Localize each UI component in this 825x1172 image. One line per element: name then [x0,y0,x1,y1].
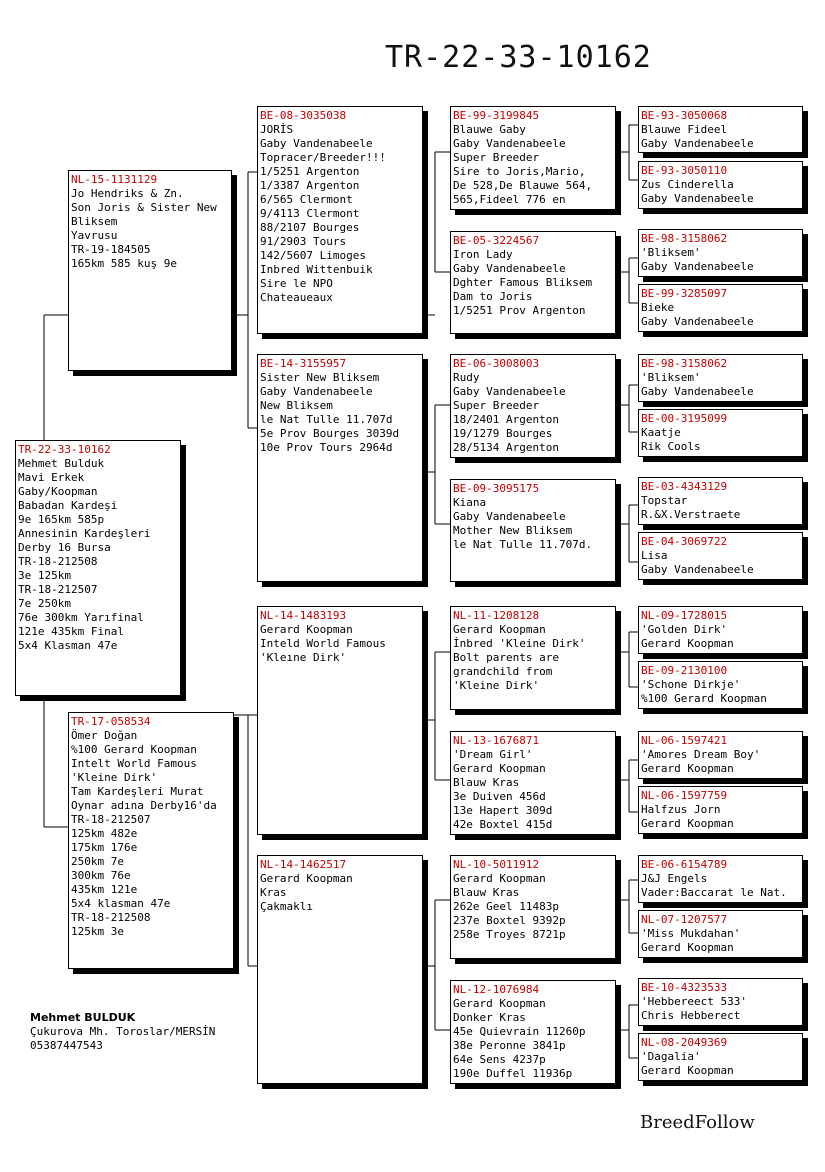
pedigree-line: Gaby Vandenabeele [260,385,373,398]
pedigree-line: 'Schone Dirkje' [641,678,741,691]
pedigree-box-g4-13[interactable] [638,855,803,903]
pedigree-line: Bieke [641,301,675,314]
ring-number: BE-06-3008003 [453,357,540,370]
pedigree-line: Halfzus Jorn [641,803,721,816]
pedigree-line: JORİS [260,123,294,136]
pedigree-line: Gerard Koopman [453,872,546,885]
pedigree-line: 'Miss Mukdahan' [641,927,741,940]
pedigree-line: Gaby Vandenabeele [453,137,566,150]
pedigree-box-ssd[interactable] [450,231,616,334]
pedigree-box-dam[interactable] [68,712,234,969]
pedigree-line: Gaby Vandenabeele [453,262,566,275]
pedigree-line: le Nat Tulle 11.707d. [453,538,593,551]
pedigree-box-sds[interactable] [450,354,616,458]
pedigree-box-g4-16[interactable] [638,1033,803,1081]
pedigree-line: Gaby Vandenabeele [453,385,566,398]
pedigree-line: 237e Boxtel 9392p [453,914,566,927]
pedigree-line: Gerard Koopman [641,762,734,775]
pedigree-line: Ömer Doğan [71,729,138,742]
pedigree-line: Lisa [641,549,668,562]
pedigree-box-dam-sire[interactable] [257,606,423,835]
brand-logo: BreedFollow [640,1112,755,1133]
pedigree-box-g4-12[interactable] [638,786,803,834]
pedigree-line: 'Kleine Dirk' [453,679,540,692]
pedigree-line: Jo Hendriks & Zn. [71,187,184,200]
pedigree-line: Son Joris & Sister New [71,201,217,214]
pedigree-line: 125km 482e [71,827,138,840]
pedigree-line: 1/3387 Argenton [260,179,360,192]
pedigree-line: De 528,De Blauwe 564, [453,179,593,192]
pedigree-line: 'Golden Dirk' [641,623,728,636]
ring-number: BE-93-3050110 [641,164,728,177]
pedigree-line: Topracer/Breeder!!! [260,151,386,164]
ring-number: NL-09-1728015 [641,609,728,622]
pedigree-line: 'Bliksem' [641,371,701,384]
pedigree-box-dds[interactable] [450,855,616,959]
pedigree-box-g4-3[interactable] [638,229,803,277]
ring-number: NL-11-1208128 [453,609,540,622]
pedigree-box-g4-4[interactable] [638,284,803,332]
pedigree-line: 300km 76e [71,869,131,882]
pedigree-line: Babadan Kardeşi [18,499,118,512]
ring-number: BE-08-3035038 [260,109,347,122]
pedigree-line: 64e Sens 4237p [453,1053,546,1066]
pedigree-line: Rudy [453,371,480,384]
pedigree-box-sire[interactable] [68,170,232,371]
pedigree-line: Kaatje [641,426,681,439]
ring-number: NL-07-1207577 [641,913,728,926]
pedigree-box-dsd[interactable] [450,731,616,835]
pedigree-box-g4-7[interactable] [638,477,803,525]
pedigree-line: Gaby Vandenabeele [641,192,754,205]
ring-number: NL-10-5011912 [453,858,540,871]
pedigree-line: TR-18-212507 [71,813,151,826]
pedigree-line: Intelt World Famous [71,757,197,770]
pedigree-line: Oynar adına Derby16'da [71,799,217,812]
pedigree-box-sss[interactable] [450,106,616,210]
pedigree-line: Gerard Koopman [641,941,734,954]
pedigree-line: 9e 165km 585p [18,513,105,526]
pedigree-line: 'Kleıne Dirk' [260,651,347,664]
ring-number: BE-09-2130100 [641,664,728,677]
pedigree-box-ddd[interactable] [450,980,616,1084]
pedigree-line: Donker Kras [453,1011,526,1024]
pedigree-line: 565,Fideel 776 en [453,193,566,206]
pedigree-line: Tam Kardeşleri Murat [71,785,204,798]
pedigree-line: 38e Peronne 3841p [453,1039,566,1052]
pedigree-box-sire-dam[interactable] [257,354,423,582]
owner-info [30,1011,215,1053]
pedigree-line: 'Hebbereect 533' [641,995,747,1008]
ring-number: NL-12-1076984 [453,983,540,996]
pedigree-line: Gaby Vandenabeele [641,563,754,576]
pedigree-line: R.&X.Verstraete [641,508,741,521]
pedigree-box-g4-6[interactable] [638,409,803,457]
pedigree-box-subject[interactable] [15,440,181,696]
pedigree-line: Sire le NPO [260,277,333,290]
ring-number: BE-99-3285097 [641,287,728,300]
pedigree-line: Çakmaklı [260,900,313,913]
ring-number: NL-06-1597759 [641,789,728,802]
pedigree-line: Sister New Bliksem [260,371,380,384]
pedigree-line: Sire to Joris,Mario, [453,165,586,178]
pedigree-line: 435km 121e [71,883,138,896]
pedigree-line: 5x4 Klasman 47e [18,639,118,652]
pedigree-line: Gaby Vandenabeele [453,510,566,523]
pedigree-line: Gaby Vandenabeele [260,137,373,150]
pedigree-line: TR-18-212508 [18,555,98,568]
pedigree-line: Gaby Vandenabeele [641,260,754,273]
pedigree-line: Super Breeder [453,399,540,412]
pedigree-line: Derby 16 Bursa [18,541,111,554]
pedigree-line: 19/1279 Bourges [453,427,553,440]
pedigree-line: 5e Prov Bourges 3039d [260,427,400,440]
pedigree-line: 165km 585 kuş 9e [71,257,177,270]
ring-number: BE-99-3199845 [453,109,540,122]
ring-number: BE-14-3155957 [260,357,347,370]
pedigree-box-g4-14[interactable] [638,910,803,958]
pedigree-line: 258e Troyes 8721p [453,928,566,941]
pedigree-line: Gaby Vandenabeele [641,137,754,150]
pedigree-line: Inbred Wittenbuik [260,263,373,276]
pedigree-line: 1/5251 Prov Argenton [453,304,586,317]
pedigree-line: Kras [260,886,287,899]
pedigree-line: 142/5607 Limoges [260,249,366,262]
pedigree-line: Gerard Koopman [641,1064,734,1077]
pedigree-line: le Nat Tulle 11.707d [260,413,393,426]
pedigree-line: Vader:Baccarat le Nat. [641,886,787,899]
pedigree-line: TR-19-184505 [71,243,151,256]
pedigree-line: Iron Lady [453,248,513,261]
pedigree-line: TR-18-212507 [18,583,98,596]
pedigree-line: 125km 3e [71,925,124,938]
pedigree-line: TR-18-212508 [71,911,151,924]
pedigree-box-g4-15[interactable] [638,978,803,1026]
ring-number: BE-05-3224567 [453,234,540,247]
ring-number: NL-14-1483193 [260,609,347,622]
page-title: TR-22-33-10162 [385,40,652,75]
ring-number: NL-14-1462517 [260,858,347,871]
pedigree-line: Gaby/Koopman [18,485,98,498]
pedigree-line: Gerard Koopman [641,817,734,830]
pedigree-line: 250km 7e [71,855,124,868]
pedigree-line: 28/5134 Argenton [453,441,559,454]
pedigree-line: Chris Hebberect [641,1009,741,1022]
ring-number: BE-98-3158062 [641,357,728,370]
pedigree-line: İnbred 'Kleine Dirk' [453,637,586,650]
pedigree-line: Rik Cools [641,440,701,453]
pedigree-line: 88/2107 Bourges [260,221,360,234]
pedigree-line: Gerard Koopman [453,762,546,775]
pedigree-line: Annesinin Kardeşleri [18,527,151,540]
pedigree-line: Gerard Koopman [641,637,734,650]
ring-number: BE-03-4343129 [641,480,728,493]
pedigree-line: 190e Duffel 11936p [453,1067,573,1080]
pedigree-box-g4-10[interactable] [638,661,803,709]
ring-number: NL-15-1131129 [71,173,158,186]
pedigree-box-g4-9[interactable] [638,606,803,654]
pedigree-line: 262e Geel 11483p [453,900,559,913]
ring-number: BE-10-4323533 [641,981,728,994]
pedigree-line: Kiana [453,496,487,509]
pedigree-box-g4-5[interactable] [638,354,803,402]
pedigree-line: Yavrusu [71,229,118,242]
pedigree-line: 3e Duiven 456d [453,790,546,803]
ring-number: BE-06-6154789 [641,858,728,871]
pedigree-line: %100 Gerard Koopman [641,692,767,705]
pedigree-line: Gerard Koopman [260,872,353,885]
ring-number: TR-17-058534 [71,715,151,728]
ring-number: TR-22-33-10162 [18,443,111,456]
pedigree-line: 42e Boxtel 415d [453,818,553,831]
pedigree-box-sire-sire[interactable] [257,106,423,334]
owner-address: Çukurova Mh. Toroslar/MERSİN [30,1025,216,1038]
pedigree-line: 45e Quievrain 11260p [453,1025,586,1038]
pedigree-line: Dghter Famous Bliksem [453,276,593,289]
pedigree-line: 'Bliksem' [641,246,701,259]
pedigree-line: Topstar [641,494,688,507]
pedigree-line: J&J Engels [641,872,708,885]
pedigree-box-sdd[interactable] [450,479,616,582]
pedigree-line: Gaby Vandenabeele [641,385,754,398]
ring-number: BE-98-3158062 [641,232,728,245]
pedigree-line: Gerard Koopman [453,997,546,1010]
ring-number: NL-08-2049369 [641,1036,728,1049]
pedigree-line: %100 Gerard Koopman [71,743,197,756]
pedigree-line: 'Dream Girl' [453,748,533,761]
ring-number: BE-00-3195099 [641,412,728,425]
ring-number: NL-13-1676871 [453,734,540,747]
ring-number: NL-06-1597421 [641,734,728,747]
pedigree-line: 121e 435km Final [18,625,124,638]
pedigree-line: Mother New Bliksem [453,524,573,537]
pedigree-line: 175km 176e [71,841,138,854]
pedigree-line: Gerard Koopman [453,623,546,636]
pedigree-box-g4-1[interactable] [638,106,803,153]
pedigree-line: Gerard Koopman [260,623,353,636]
pedigree-line: 6/565 Clermont [260,193,353,206]
pedigree-line: 5x4 klasman 47e [71,897,171,910]
pedigree-line: 76e 300km Yarıfinal [18,611,144,624]
pedigree-line: 'Kleine Dirk' [71,771,158,784]
pedigree-line: 1/5251 Argenton [260,165,360,178]
pedigree-line: 91/2903 Tours [260,235,347,248]
ring-number: BE-93-3050068 [641,109,728,122]
pedigree-line: Super Breeder [453,151,540,164]
pedigree-line: 9/4113 Clermont [260,207,360,220]
pedigree-line: 13e Hapert 309d [453,804,553,817]
pedigree-box-dss[interactable] [450,606,616,710]
pedigree-line: Gaby Vandenabeele [641,315,754,328]
pedigree-box-g4-11[interactable] [638,731,803,779]
pedigree-line: Blauw Kras [453,776,520,789]
pedigree-box-g4-2[interactable] [638,161,803,209]
pedigree-line: Bolt parents are [453,651,559,664]
pedigree-line: Mavi Erkek [18,471,85,484]
pedigree-line: 18/2401 Argenton [453,413,559,426]
pedigree-line: 'Amores Dream Boy' [641,748,761,761]
pedigree-line: Inteld World Famous [260,637,386,650]
pedigree-line: Mehmet Bulduk [18,457,105,470]
pedigree-line: 7e 250km [18,597,71,610]
pedigree-line: Blauwe Gaby [453,123,526,136]
pedigree-line: 10e Prov Tours 2964d [260,441,393,454]
pedigree-box-dam-dam[interactable] [257,855,423,1084]
pedigree-line: Blauwe Fideel [641,123,728,136]
pedigree-line: Zus Cinderella [641,178,734,191]
ring-number: BE-09-3095175 [453,482,540,495]
pedigree-line: grandchild from [453,665,553,678]
owner-phone: 05387447543 [30,1039,103,1052]
ring-number: BE-04-3069722 [641,535,728,548]
pedigree-line: Blauw Kras [453,886,520,899]
pedigree-line: 3e 125km [18,569,71,582]
pedigree-line: New Bliksem [260,399,333,412]
pedigree-line: Chateaueaux [260,291,333,304]
owner-name: Mehmet BULDUK [30,1011,136,1024]
pedigree-line: Dam to Joris [453,290,533,303]
pedigree-box-g4-8[interactable] [638,532,803,580]
pedigree-line: Bliksem [71,215,118,228]
pedigree-line: 'Dagalia' [641,1050,701,1063]
